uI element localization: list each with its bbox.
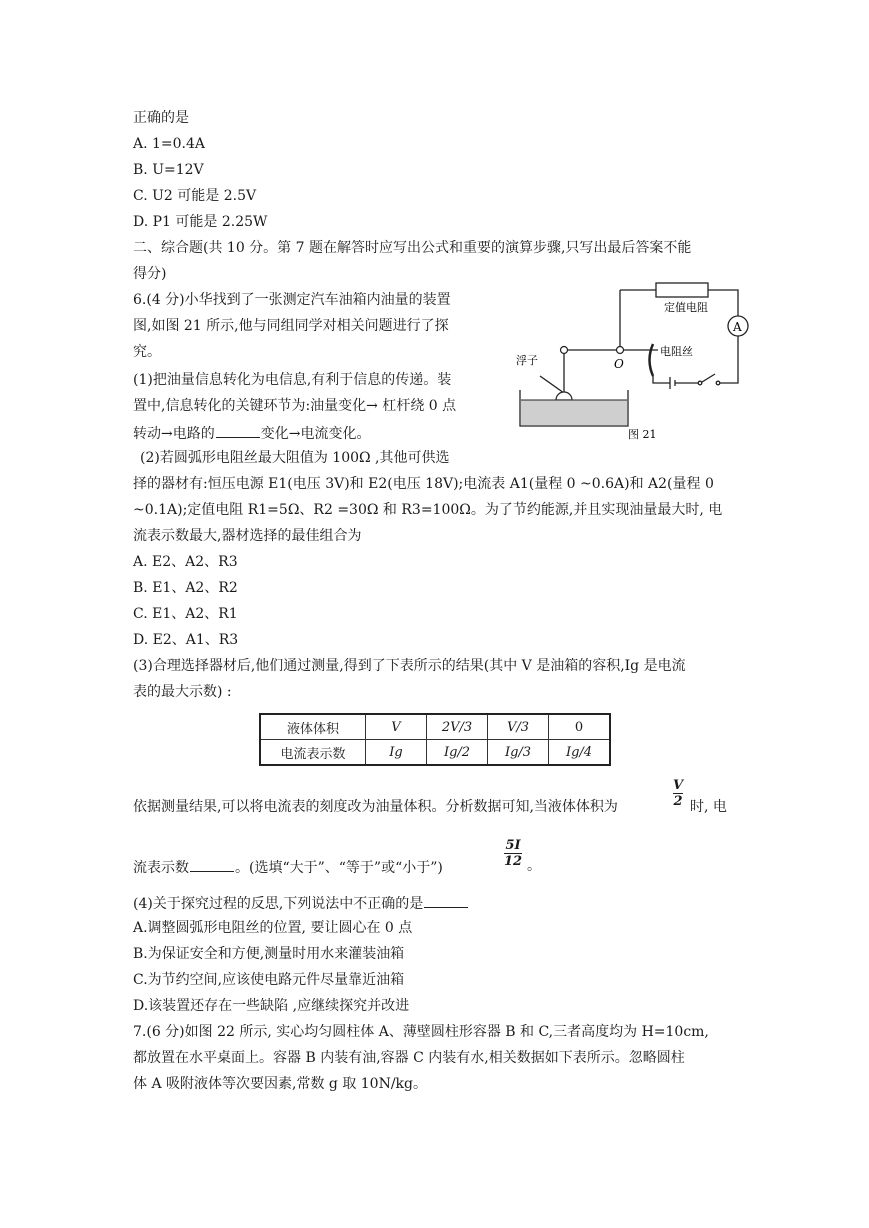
option-b: B. U=12V <box>133 162 204 178</box>
text-line: 究。 <box>133 344 161 360</box>
table-cell: Ig/4 <box>549 740 611 766</box>
text-line <box>133 856 443 878</box>
table-row <box>260 740 610 766</box>
float-label: 浮子 <box>516 354 538 367</box>
option-d: D. E2、A1、R3 <box>133 632 239 648</box>
text-segment: (4)关于探究过程的反思,下列说法中不正确的是 <box>133 896 424 912</box>
table-cell: Ig <box>366 740 427 766</box>
option-a: A. E2、A2、R3 <box>133 554 238 570</box>
fraction-5ig-over-12 <box>504 838 522 869</box>
lever-joint <box>561 347 568 354</box>
table-cell: 2V/3 <box>427 714 488 740</box>
figure-caption: 图 21 <box>628 428 657 440</box>
fraction-v-over-2 <box>673 778 683 809</box>
text-line: 得分) <box>133 266 167 282</box>
fraction-denominator: 2 <box>673 794 683 809</box>
text-line: 表的最大示数) : <box>133 684 232 700</box>
pivot-label: O <box>614 357 624 371</box>
text-line: 择的器材有:恒压电源 E1(电压 3V)和 E2(电压 18V);电流表 A1(量程 0 ~0.6A)和 A2(量程 0 <box>133 476 714 492</box>
option-d: D.该装置还存在一些缺陷 ,应继续探究并改进 <box>133 998 410 1014</box>
fraction-numerator: 5I <box>505 838 521 853</box>
text-segment: 转动→电路的 <box>133 426 215 442</box>
table-cell: 液体体积 <box>260 714 366 740</box>
text-line: 图,如图 21 所示,他与同组同学对相关问题进行了探 <box>133 318 449 334</box>
option-d: D. P1 可能是 2.25W <box>133 214 268 230</box>
question-7-title: 7.(6 分)如图 22 所示, 实心均匀圆柱体 A、薄壁圆柱形容器 B 和 C,三者高度均为 H=10cm, <box>133 1024 709 1040</box>
answer-blank[interactable] <box>216 422 260 438</box>
fixed-resistor-symbol <box>656 283 708 297</box>
text-segment: 依据测量结果,可以将电流表的刻度改为油量体积。分析数据可知,当液体体积为 <box>133 799 618 815</box>
text-line: 体 A 吸附液体等次要因素,常数 g 取 10N/kg。 <box>133 1076 427 1092</box>
answer-blank[interactable] <box>424 892 468 908</box>
text-line: 正确的是 <box>133 110 189 126</box>
text-line: 置中,信息转化的关键环节为:油量变化→ 杠杆绕 0 点 <box>133 398 457 414</box>
pivot-point <box>617 347 624 354</box>
text-line <box>133 892 469 914</box>
text-segment: 。(选填“大于”、“等于”或“小于”) <box>235 860 443 876</box>
fraction-numerator: V <box>673 778 684 793</box>
text-segment: 时, 电 <box>690 799 727 815</box>
arc-resistance-wire <box>650 344 654 376</box>
answer-blank[interactable] <box>190 856 234 872</box>
resistor-label: 定值电阻 <box>664 301 708 314</box>
option-a: A.调整圆弧形电阻丝的位置, 要让圆心在 0 点 <box>133 920 413 936</box>
table-cell: 0 <box>549 714 611 740</box>
figure-21-circuit-diagram <box>510 280 750 440</box>
text-line: (3)合理选择器材后,他们通过测量,得到了下表所示的结果(其中 V 是油箱的容积,Ig 是电流 <box>133 658 686 674</box>
option-c: C. E1、A2、R1 <box>133 606 238 622</box>
measurement-table <box>259 713 611 766</box>
table-cell: Ig/2 <box>427 740 488 766</box>
text-line <box>133 797 618 817</box>
question-6-title: 6.(4 分)小华找到了一张测定汽车油箱内油量的装置 <box>133 292 451 308</box>
ammeter-label: A <box>733 320 742 334</box>
option-c: C.为节约空间,应该使电路元件尽量靠近油箱 <box>133 972 405 988</box>
option-b: B. E1、A2、R2 <box>133 580 238 596</box>
table-cell: V/3 <box>488 714 549 740</box>
section-heading: 二、综合题(共 10 分。第 7 题在解答时应写出公式和重要的演算步骤,只写出最后答案不能 <box>133 240 692 256</box>
option-c: C. U2 可能是 2.5V <box>133 188 257 204</box>
text-segment: 。 <box>527 858 541 874</box>
table-cell: 电流表示数 <box>260 740 366 766</box>
float-icon <box>556 392 572 400</box>
oil-level <box>521 400 627 425</box>
table-cell: Ig/3 <box>488 740 549 766</box>
table-cell: V <box>366 714 427 740</box>
text-line: 流表示数最大,器材选择的最佳组合为 <box>133 528 362 544</box>
table-row <box>260 714 610 740</box>
wire-label: 电阻丝 <box>660 345 693 358</box>
fraction-denominator: 12 <box>504 854 523 869</box>
text-segment: 变化→电流变化。 <box>260 426 371 442</box>
option-a: A. 1=0.4A <box>133 136 206 152</box>
text-line <box>133 422 370 444</box>
option-b: B.为保证安全和方便,测量时用水来灌装油箱 <box>133 946 405 962</box>
text-line: (1)把油量信息转化为电信息,有利于信息的传递。装 <box>133 372 452 388</box>
text-line: ~0.1A);定值电阻 R1=5Ω、R2 =30Ω 和 R3=100Ω。为了节约能源,并且实现油量最大时, 电 <box>133 502 723 518</box>
text-line: (2)若圆弧形电阻丝最大阻值为 100Ω ,其他可供选 <box>140 450 450 466</box>
text-line: 都放置在水平桌面上。容器 B 内装有油,容器 C 内装有水,相关数据如下表所示。忽略圆柱 <box>133 1050 685 1066</box>
text-segment: 流表示数 <box>133 860 189 876</box>
